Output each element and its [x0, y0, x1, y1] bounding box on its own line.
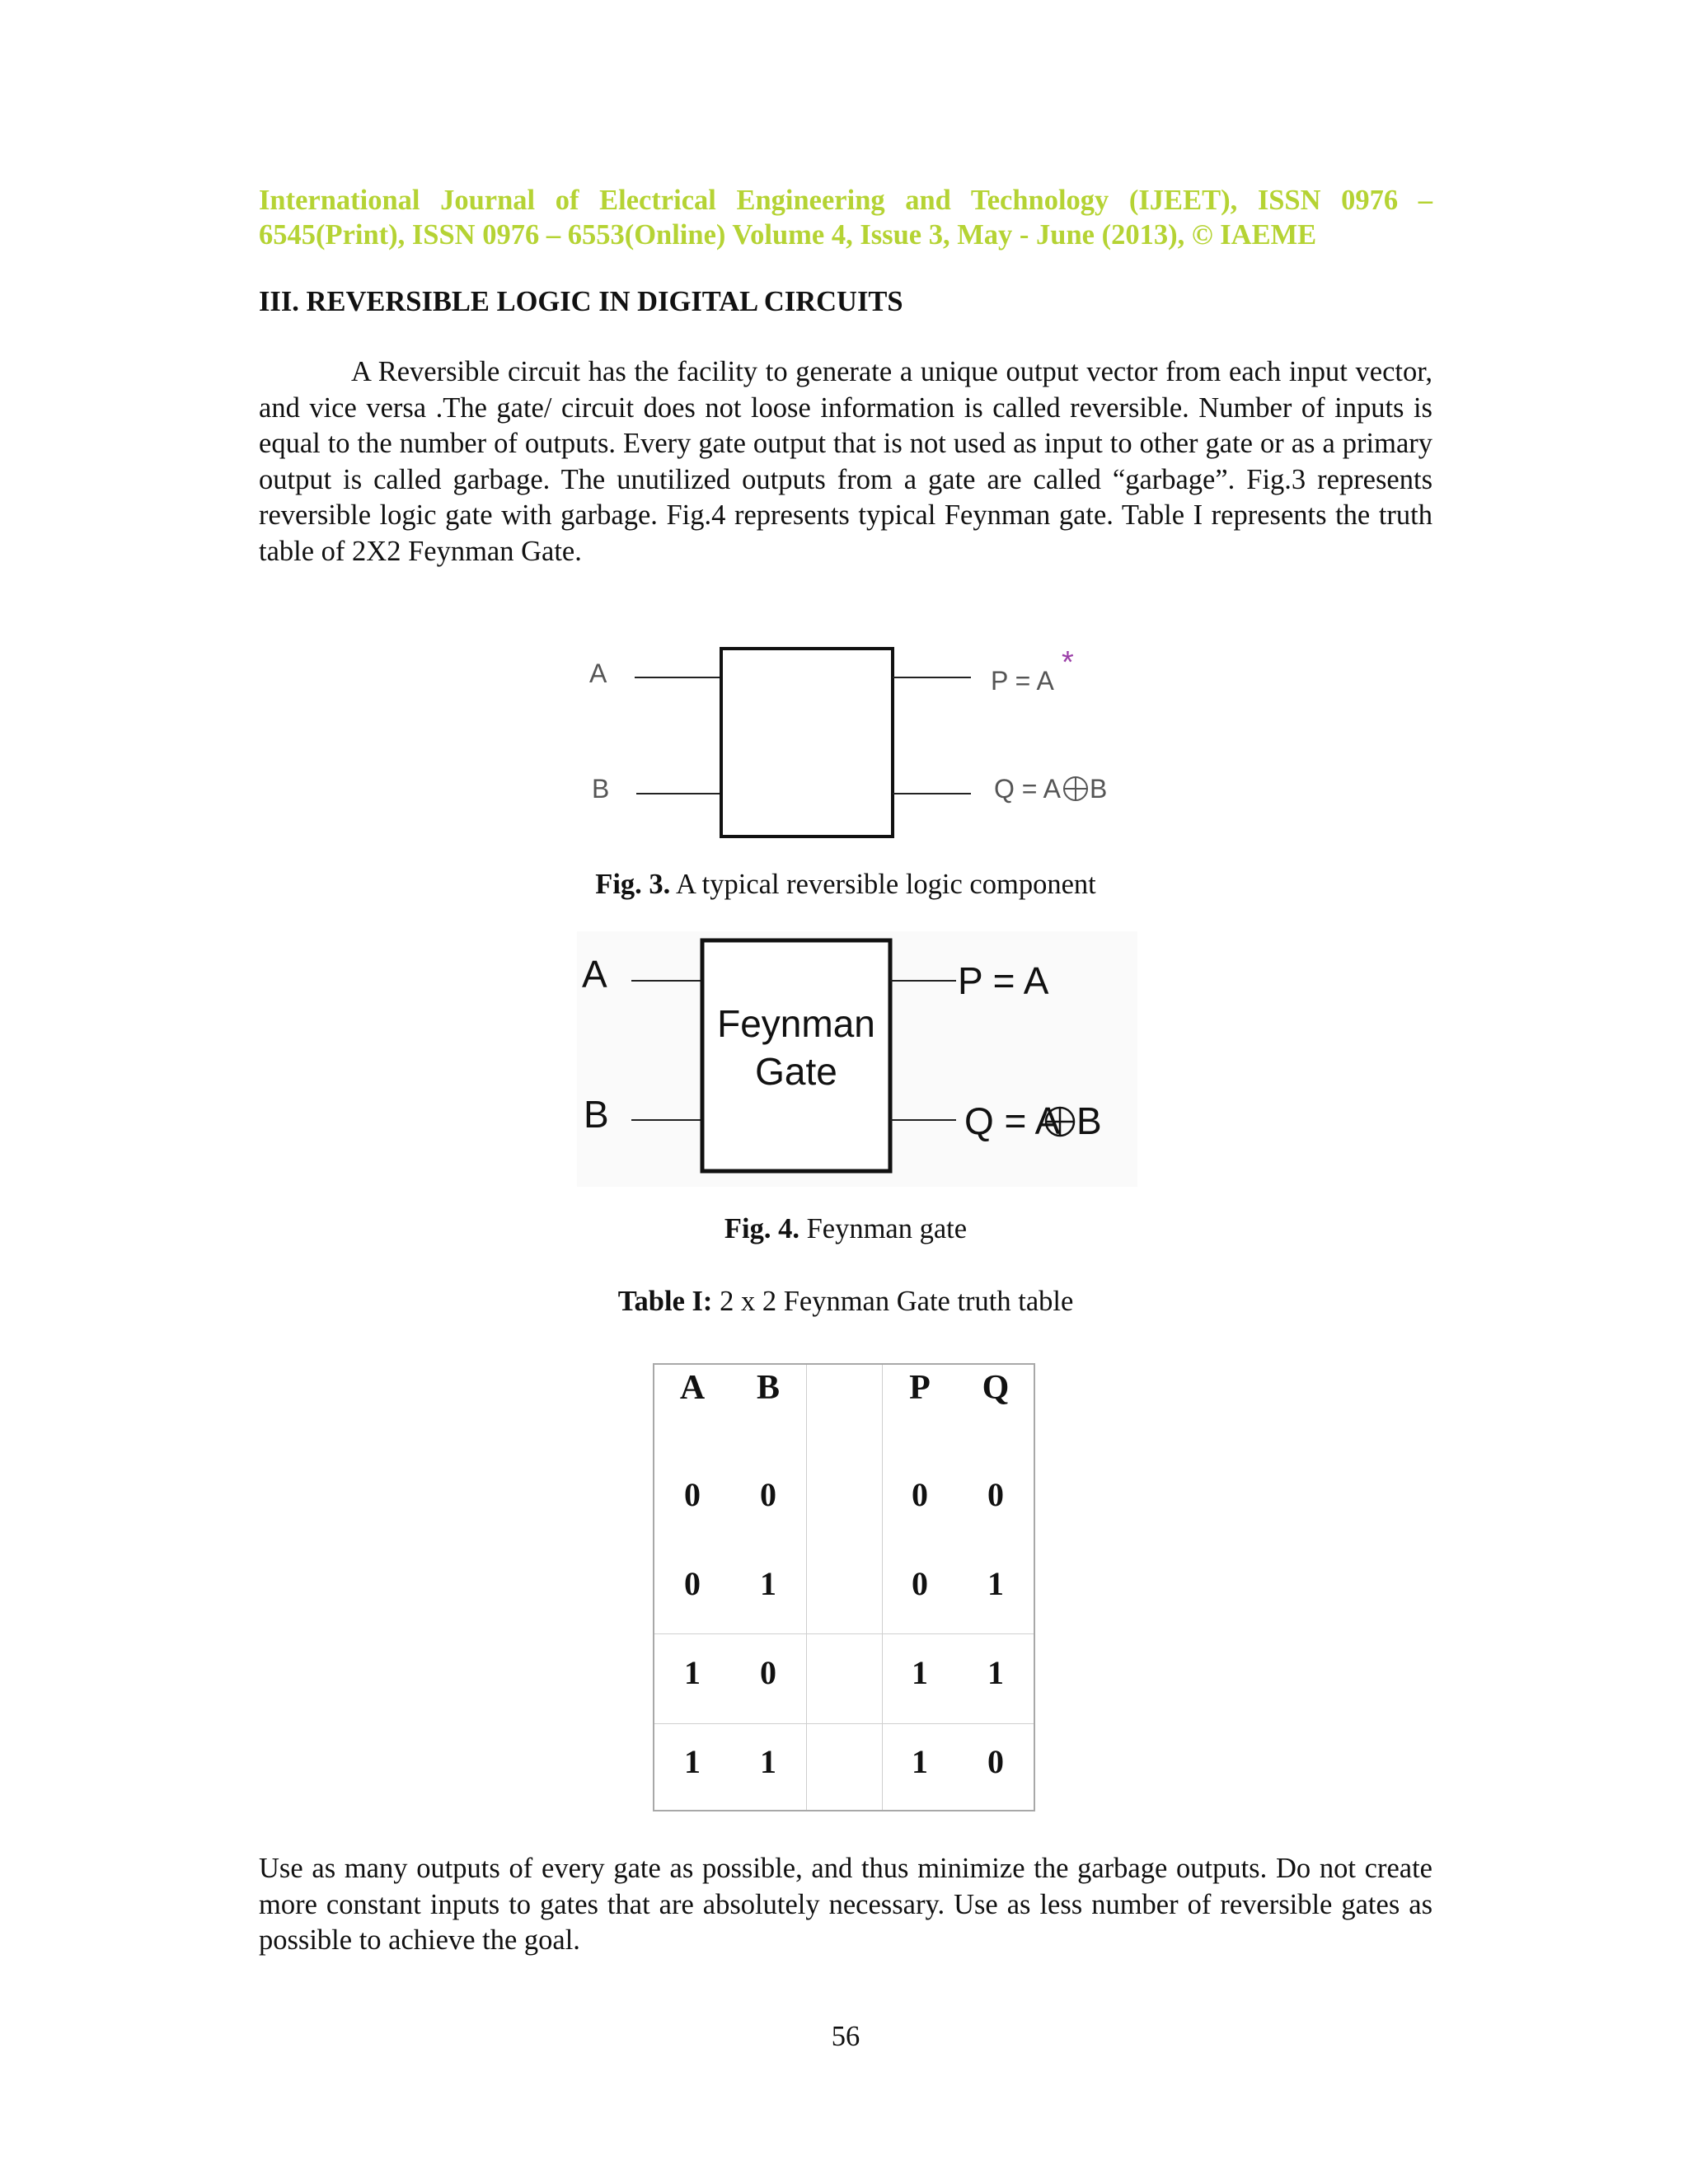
fig3-output-q-prefix: Q = A: [994, 774, 1061, 804]
fig4-caption-text: Feynman gate: [799, 1213, 968, 1244]
fig4-input-b: B: [584, 1093, 609, 1136]
table-header-gap: [806, 1365, 882, 1454]
fig4-input-a: A: [582, 953, 607, 996]
table-cell: 1: [912, 1654, 928, 1691]
fig4-diagram: [577, 931, 1137, 1187]
table-cell: [806, 1454, 882, 1543]
table-header-a: A: [679, 1369, 706, 1407]
table-cell: 0: [987, 1476, 1004, 1513]
section-heading: III. REVERSIBLE LOGIC IN DIGITAL CIRCUITS: [259, 286, 903, 317]
table-caption-text: 2 x 2 Feynman Gate truth table: [712, 1286, 1074, 1317]
table-divider: [806, 1365, 807, 1810]
fig3-input-a: A: [589, 658, 607, 688]
truth-table: [653, 1363, 1035, 1811]
fig4-caption: [259, 1212, 1432, 1246]
fig4-output-p: P = A: [958, 959, 1049, 1002]
table-header-b: B: [756, 1369, 780, 1407]
fig4-gate-label-2: Gate: [755, 1050, 837, 1093]
table-cell: 1: [912, 1743, 928, 1780]
table-cell: 0: [912, 1565, 928, 1602]
table-cell: [806, 1632, 882, 1721]
fig3-diagram: [577, 635, 1137, 849]
fig3-caption-text: A typical reversible logic component: [670, 869, 1096, 900]
fig4-gate-label-1: Feynman: [717, 1002, 875, 1045]
table-cell: 0: [760, 1476, 776, 1513]
journal-header: International Journal of Electrical Engineering and Technology (IJEET), ISSN 0976 – 6545(Print), ISSN 0976 – 6553(Online) Volume 4, Issue 3, May - June (2013), © IAEME: [259, 185, 1432, 251]
table-cell: 0: [684, 1476, 701, 1513]
fig3-xor-icon: [1064, 777, 1087, 800]
paragraph-guidelines: Use as many outputs of every gate as possible, and thus minimize the garbage outputs. Do not create more constant inputs to gates that are absolutely necessary. Use as less number of reversible gates as possible to achieve the goal.: [259, 1853, 1432, 1956]
table-cell: [806, 1543, 882, 1632]
fig3-output-p: P = A: [991, 666, 1054, 696]
table-header-q: Q: [982, 1369, 1010, 1407]
table-divider: [654, 1723, 1034, 1724]
fig3-caption: [259, 867, 1432, 902]
table-header-p: P: [909, 1369, 931, 1407]
table-cell: 0: [912, 1476, 928, 1513]
table-caption: [259, 1284, 1432, 1319]
table-cell: 1: [760, 1565, 776, 1602]
fig4-output-q-suffix: B: [1076, 1099, 1102, 1142]
table-divider: [882, 1365, 883, 1810]
fig3-caption-label: Fig. 3.: [595, 869, 671, 900]
table-cell: 0: [987, 1743, 1004, 1780]
fig4-output-q-prefix: Q = A: [964, 1099, 1061, 1142]
page-number: 56: [831, 2021, 860, 2052]
table-cell: 1: [684, 1743, 701, 1780]
table-cell: 0: [684, 1565, 701, 1602]
fig4-caption-label: Fig. 4.: [724, 1213, 799, 1244]
fig3-input-b: B: [592, 774, 610, 804]
table-cell: 1: [987, 1654, 1004, 1691]
table-cell: 1: [987, 1565, 1004, 1602]
fig3-gate-box: [721, 649, 893, 837]
table-cell: 0: [760, 1654, 776, 1691]
paragraph-intro: A Reversible circuit has the facility to generate a unique output vector from each input vector, and vice versa .The gate/ circuit does not loose information is called reversible. Number of inputs is equal to the number of outputs. Every gate output that is not used as input to other gate or as a primary output is called garbage. The unutilized outputs from a gate are called “garbage”. Fig.3 represents reversible logic gate with garbage. Fig.4 represents typical Feynman gate. Table I represents the truth table of 2X2 Feynman Gate.: [259, 356, 1432, 567]
fig3-output-q-suffix: B: [1090, 774, 1108, 804]
fig4-xor-icon: [1046, 1108, 1074, 1136]
table-cell: 1: [760, 1743, 776, 1780]
table-caption-label: Table I:: [617, 1286, 713, 1317]
table-cell: [806, 1721, 882, 1810]
table-cell: 1: [684, 1654, 701, 1691]
table-divider: [654, 1633, 1034, 1634]
fig3-asterisk: *: [1062, 645, 1074, 680]
